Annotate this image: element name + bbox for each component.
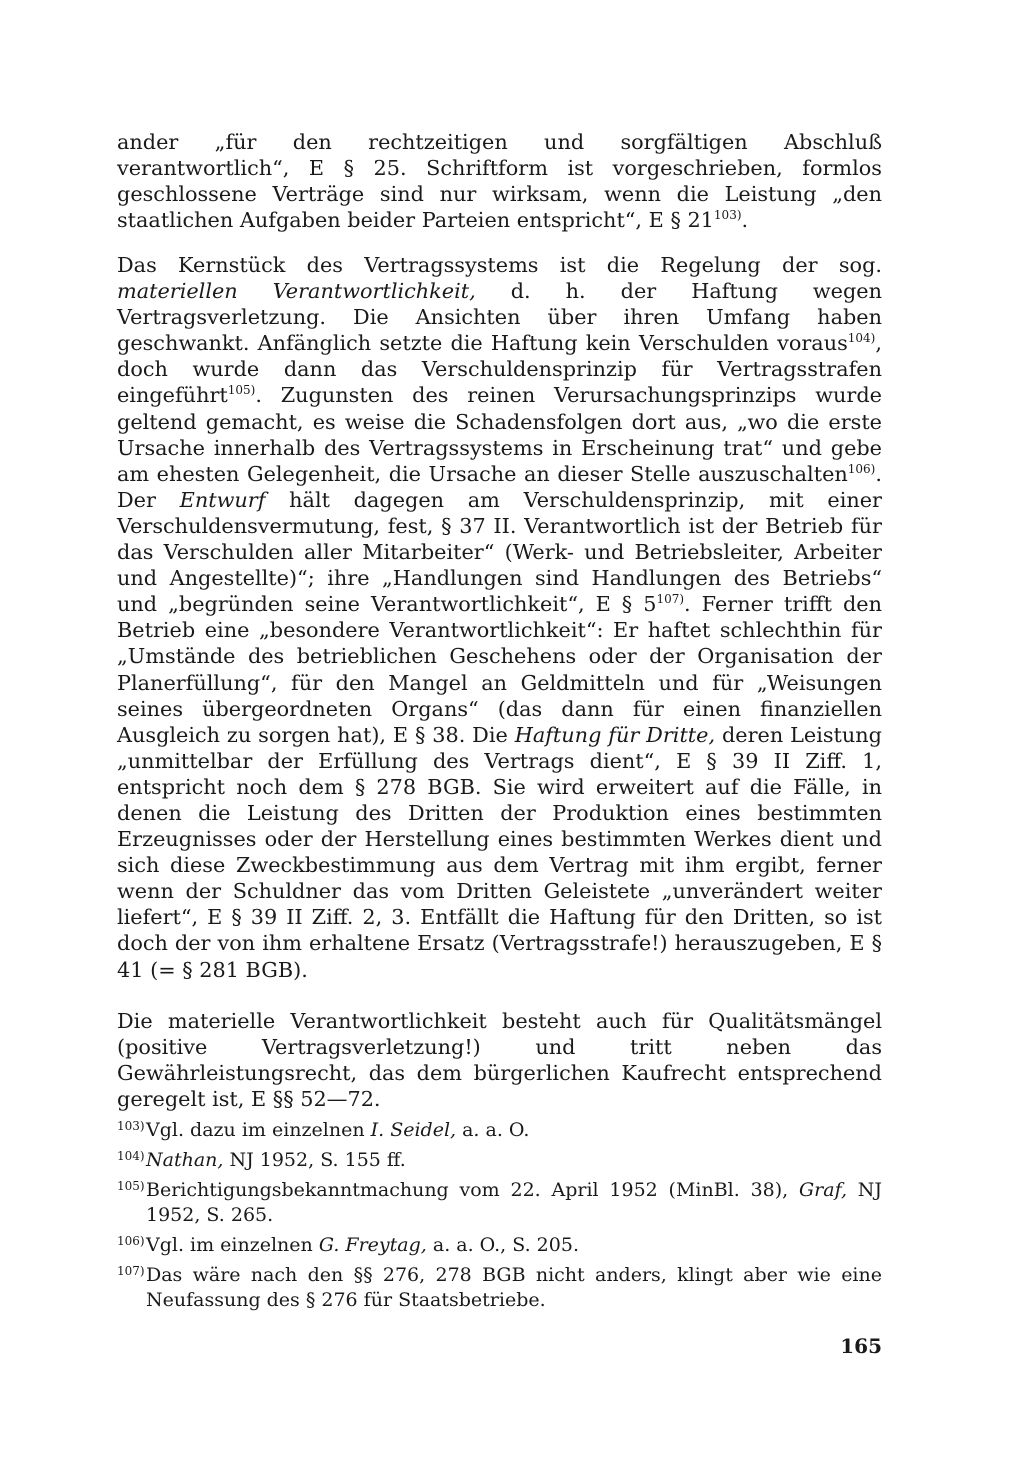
text-run: . Der	[117, 461, 882, 512]
text-run: . Zugunsten des reinen Verursachungsprinzips wurde geltend gemacht, es weise die Schadensfolgen dort aus, „wo die erste Ursache innerhalb des Vertragssystems in Erscheinung trat“ und gebe am ehesten Gelegenheit, die Ursache an dieser Stelle auszuschalten	[117, 383, 882, 486]
page-number: 165	[840, 1334, 882, 1358]
text-run: deren Leistung „unmittelbar der Erfüllung des Vertrags dient“, E § 39 II Ziff. 1, entspricht noch dem § 278 BGB. Sie wird erweitert auf die Fälle, in denen die Leistung des Dritten der Produktion eines bestimmten Erzeugnisses oder der Herstellung eines bestimmten Werkes dient und sich diese Zweckbestimmung aus dem Vertrag mit ihm ergibt, ferner wenn der Schuldner das vom Dritten Geleistete „unverändert weiter liefert“, E § 39 II Ziff. 2, 3. Entfällt die Haftung für den Dritten, so ist doch der von ihm erhaltene Ersatz (Vertragsstrafe!) herauszugeben, E § 41 (= § 281 BGB).	[117, 722, 882, 982]
text-run: , doch wurde dann das Verschuldensprinzip für Vertragsstrafen eingeführt	[117, 331, 882, 408]
text-run: . Ferner trifft den Betrieb eine „besondere Verantwortlichkeit“: Er haftet schlechthin für „Umstände des betrieblichen Geschehens oder der Organisation der Planerfüllung“, für den Mangel an Geldmitteln und für „Weisungen seines übergeordneten Organs“ (das dann für einen finanziellen Ausgleich zu sorgen hat), E § 38. Die	[117, 592, 882, 747]
footnotes	[117, 1118, 882, 1318]
text-run: Berichtigungsbekanntmachung vom 22. April 1952 (MinBl. 38),	[146, 1179, 799, 1201]
paragraph-1	[117, 129, 882, 233]
text-run: Vgl. im einzelnen	[146, 1234, 319, 1256]
text-run: d. h. der Haftung wegen Vertragsverletzung. Die Ansichten über ihren Umfang haben geschwankt. Anfänglich setzte die Haftung kein Verschulden voraus	[117, 279, 883, 356]
footnote	[117, 1178, 882, 1228]
text-run: .	[741, 208, 749, 233]
footnote	[117, 1118, 882, 1143]
italic-text: Entwurf	[179, 487, 266, 512]
italic-text: Nathan,	[146, 1149, 224, 1171]
paragraph-2	[117, 252, 882, 983]
footnote-reference: 104)	[847, 331, 876, 346]
text-run: a. a. O.	[456, 1119, 530, 1141]
footnote-text	[146, 1179, 882, 1226]
text-run: Das Kernstück des Vertragssystems ist die Regelung der sog.	[117, 253, 882, 277]
italic-text: materiellen Verantwortlichkeit,	[117, 279, 476, 304]
text-run: ander „für den rechtzeitigen und sorgfältigen Abschluß verantwortlich“, E § 25. Schriftform ist vorgeschrieben, formlos geschlossene Verträge sind nur wirksam, wenn die Leistung „den staatlichen Aufgaben beider Parteien entspricht“, E § 21	[117, 130, 882, 233]
footnote-text	[146, 1234, 579, 1256]
footnote-reference: 107)	[656, 592, 685, 607]
footnote-number: 106)	[117, 1234, 145, 1248]
text-run: Vgl. dazu im einzelnen	[146, 1119, 371, 1141]
italic-text: Graf,	[799, 1179, 847, 1201]
footnote-number: 107)	[117, 1264, 145, 1278]
text-run: NJ 1952, S. 155 ff.	[223, 1149, 406, 1171]
paragraph-3	[117, 1008, 882, 1112]
footnote-number: 104)	[117, 1149, 145, 1163]
text-run: hält dagegen am Verschuldensprinzip, mit einer Verschuldensvermutung, fest, § 37 II. Verantwortlich ist der Betrieb für das Verschulden aller Mitarbeiter“ (Werk- und Betriebsleiter, Arbeiter und Angestellte)“; ihre „Handlungen sind Handlungen des Betriebs“ und „begründen seine Verantwortlichkeit“, E § 5	[117, 487, 882, 617]
footnote-number: 105)	[117, 1179, 145, 1193]
footnote-text	[146, 1264, 882, 1311]
italic-text: I. Seidel,	[370, 1119, 457, 1141]
footnote-text	[146, 1119, 529, 1141]
footnote-reference: 103)	[713, 208, 742, 223]
text-run: Die materielle Verantwortlichkeit besteht auch für Qualitätsmängel (positive Vertragsverletzung!) und tritt neben das Gewährleistungsrecht, das dem bürgerlichen Kaufrecht entsprechend geregelt ist, E §§ 52—72.	[117, 1009, 882, 1112]
footnote	[117, 1233, 882, 1258]
footnote-reference: 105)	[227, 383, 256, 398]
italic-text: Haftung für Dritte,	[514, 722, 716, 747]
text-run: NJ 1952, S. 265.	[146, 1179, 883, 1226]
footnote-text	[146, 1149, 406, 1171]
footnote	[117, 1148, 882, 1173]
italic-text: G. Freytag,	[318, 1234, 427, 1256]
text-run: a. a. O., S. 205.	[426, 1234, 579, 1256]
footnote	[117, 1263, 882, 1313]
footnote-number: 103)	[117, 1119, 145, 1133]
text-run: Das wäre nach den §§ 276, 278 BGB nicht anders, klingt aber wie eine Neufassung des § 276 für Staatsbetriebe.	[146, 1264, 882, 1311]
footnote-reference: 106)	[847, 461, 876, 476]
